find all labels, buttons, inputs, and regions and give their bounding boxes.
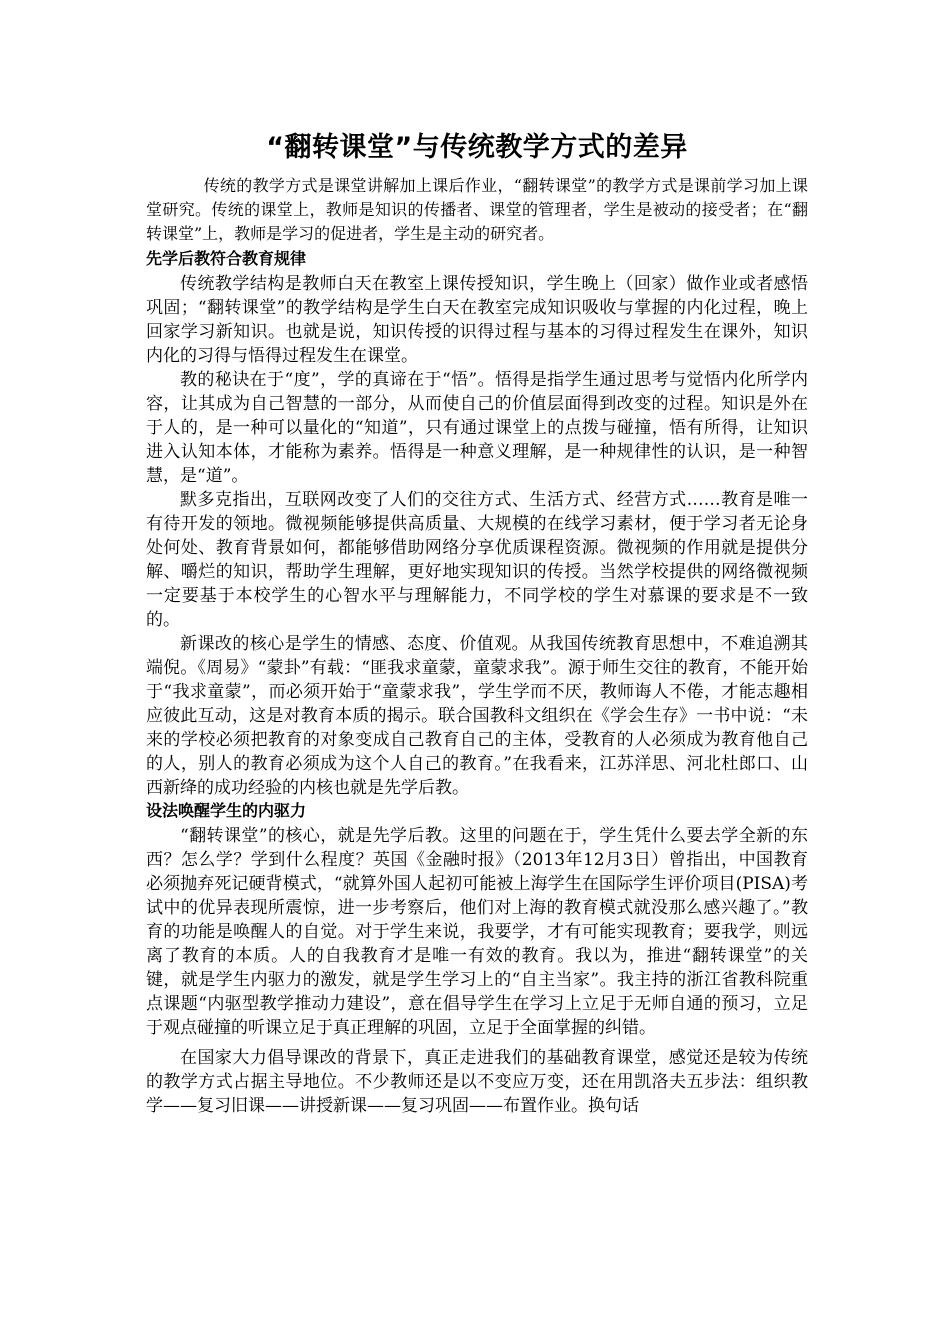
section-1-paragraph-1: 传统教学结构是教师白天在教室上课传授知识，学生晚上（回家）做作业或者感悟巩固；“翻转课堂”的教学结构是学生白天在教室完成知识吸收与掌握的内化过程，晚上回家学习新知识。也就是说，知识传授的识得过程与基本的习得过程发生在课外，知识内化的习得与悟得过程发生在课堂。 <box>146 274 808 366</box>
document-title: “翻转课堂”与传统教学方式的差异 <box>266 132 688 163</box>
section-1-paragraph-2: 教的秘诀在于“度”，学的真谛在于“悟”。悟得是指学生通过思考与觉悟内化所学内容，让其成为自己智慧的一部分，从而使自己的价值层面得到改变的过程。知识是外在于人的，是一种可以量化的“知道”，只有通过课堂上的点拨与碰撞，悟有所得，让知识进入认知本体，才能称为素养。悟得是一种意义理解，是一种规律性的认识，是一种智慧，是“道”。 <box>146 370 808 486</box>
intro-paragraph: 传统的教学方式是课堂讲解加上课后作业，“翻转课堂”的教学方式是课前学习加上课堂研究。传统的课堂上，教师是知识的传播者、课堂的管理者，学生是被动的接受者；在“翻转课堂”上，教师是学习的促进者，学生是主动的研究者。 <box>146 176 808 243</box>
document-page <box>146 128 808 1118</box>
section-heading-2: 设法唤醒学生的内驱力 <box>146 801 307 820</box>
section-2-paragraph-1: “翻转课堂”的核心，就是先学后教。这里的问题在于，学生凭什么要去学全新的东西？怎么学？学到什么程度？英国《金融时报》（2013年12月3日）曾指出，中国教育必须抛弃死记硬背模式，“就算外国人起初可能被上海学生在国际学生评价项目(PISA)考试中的优异表现所震惊，进一步考察后，他们对上海的教育模式就没那么感兴趣了。”教育的功能是唤醒人的自觉。对于学生来说，我要学，才有可能实现教育；要我学，则远离了教育的本质。人的自我教育才是唯一有效的教育。我以为，推进“翻转课堂”的关键，就是学生内驱力的激发，就是学生学习上的“自主当家”。我主持的浙江省教科院重点课题“内驱型教学推动力建设”，意在倡导学生在学习上立足于无师自通的预习，立足于观点碰撞的听课立足于真正理解的巩固，立足于全面掌握的纠错。 <box>146 826 808 1038</box>
section-heading-1: 先学后教符合教育规律 <box>146 249 307 268</box>
section-1-paragraph-4: 新课改的核心是学生的情感、态度、价值观。从我国传统教育思想中，不难追溯其端倪。《周易》“蒙卦”有载：“匪我求童蒙，童蒙求我”。源于师生交往的教育，不能开始于“我求童蒙”，而必须开始于“童蒙求我”，学生学而不厌，教师诲人不倦，才能志趣相应彼此互动，这是对教育本质的揭示。联合国教科文组织在《学会生存》一书中说：“未来的学校必须把教育的对象变成自己教育自己的主体，受教育的人必须成为教育他自己的人，别人的教育必须成为这个人自己的教育。”在我看来，江苏洋思、河北杜郎口、山西新绛的成功经验的内核也就是先学后教。 <box>146 634 808 798</box>
section-1-paragraph-3: 默多克指出，互联网改变了人们的交往方式、生活方式、经营方式……教育是唯一有待开发的领地。微视频能够提供高质量、大规模的在线学习素材，便于学习者无论身处何处、教育背景如何，都能够借助网络分享优质课程资源。微视频的作用就是提供分解、嚼烂的知识，帮助学生理解，更好地实现知识的传授。当然学校提供的网络微视频一定要基于本校学生的心智水平与理解能力，不同学校的学生对慕课的要求是不一致的。 <box>146 490 808 630</box>
section-2-paragraph-2: 在国家大力倡导课改的背景下，真正走进我们的基础教育课堂，感觉还是较为传统的教学方式占据主导地位。不少教师还是以不变应万变，还在用凯洛夫五步法：组织教学——复习旧课——讲授新课——复习巩固——布置作业。换句话 <box>146 1048 808 1116</box>
